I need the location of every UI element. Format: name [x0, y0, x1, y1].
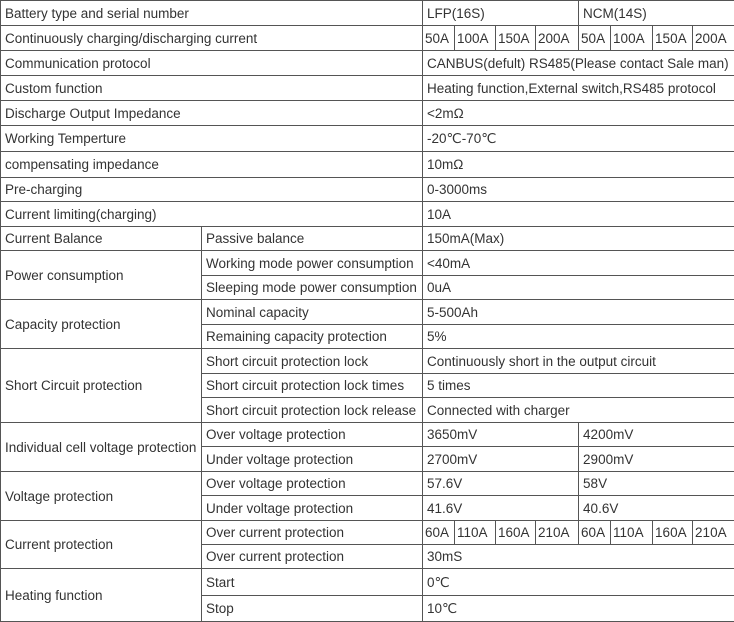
working-temperature-label: Working Temperture — [1, 126, 423, 152]
heating-start-sub-label: Start — [202, 569, 423, 596]
battery-type-lfp: LFP(16S) — [423, 1, 579, 26]
over-current-sub-label: Over current protection — [202, 521, 423, 545]
continuous-current-lfp-value: 150A — [496, 26, 536, 51]
continuous-current-ncm-value: 50A — [579, 26, 611, 51]
table-row-custom-function — [1, 76, 734, 101]
nominal-capacity-value: 5-500Ah — [423, 300, 734, 325]
table-row-battery-type — [1, 1, 734, 26]
working-mode-value: <40mA — [423, 251, 734, 276]
short-circuit-release-value: Connected with charger — [423, 398, 734, 423]
communication-label: Communication protocol — [1, 51, 423, 76]
table-row-compensating-impedance — [1, 152, 734, 178]
cell-under-voltage-ncm: 2900mV — [579, 447, 734, 472]
capacity-protection-label: Capacity protection — [1, 300, 202, 349]
cell-under-voltage-sub-label: Under voltage protection — [202, 447, 423, 472]
continuous-current-ncm-value: 100A — [611, 26, 653, 51]
table-row-working-temperature — [1, 126, 734, 152]
over-current-ncm-value: 160A — [653, 521, 693, 545]
cell-voltage-label: Individual cell voltage protection — [1, 423, 202, 472]
short-circuit-lock-value: Continuously short in the output circuit — [423, 349, 734, 374]
custom-function-label: Custom function — [1, 76, 423, 101]
custom-function-value: Heating function,External switch,RS485 protocol — [423, 76, 734, 101]
over-current-ncm-value: 60A — [579, 521, 611, 545]
heating-function-label: Heating function — [1, 569, 202, 622]
short-circuit-times-sub-label: Short circuit protection lock times — [202, 374, 423, 398]
over-current-ncm-value: 210A — [693, 521, 734, 545]
current-balance-value: 150mA(Max) — [423, 227, 734, 251]
heating-stop-value: 10℃ — [423, 596, 734, 622]
table-row-pre-charging — [1, 178, 734, 202]
short-circuit-label: Short Circuit protection — [1, 349, 202, 423]
table-row-communication — [1, 51, 734, 76]
compensating-impedance-value: 10mΩ — [423, 152, 734, 178]
pack-over-voltage-sub-label: Over voltage protection — [202, 472, 423, 496]
cell-over-voltage-ncm: 4200mV — [579, 423, 734, 447]
communication-value: CANBUS(defult) RS485(Please contact Sale man) — [423, 51, 734, 76]
pack-over-voltage-lfp: 57.6V — [423, 472, 579, 496]
output-impedance-label: Discharge Output Impedance — [1, 101, 423, 126]
short-circuit-lock-sub-label: Short circuit protection lock — [202, 349, 423, 374]
sleeping-mode-value: 0uA — [423, 276, 734, 300]
over-current-ncm-value: 110A — [611, 521, 653, 545]
table-row-output-impedance — [1, 101, 734, 126]
pack-over-voltage-ncm: 58V — [579, 472, 734, 496]
nominal-capacity-sub-label: Nominal capacity — [202, 300, 423, 325]
heating-start-value: 0℃ — [423, 569, 734, 596]
current-protection-label: Current protection — [1, 521, 202, 569]
continuous-current-ncm-value: 200A — [693, 26, 734, 51]
continuous-current-lfp-value: 50A — [423, 26, 455, 51]
pre-charging-label: Pre-charging — [1, 178, 423, 202]
over-current-delay-value: 30mS — [423, 545, 734, 569]
battery-type-ncm: NCM(14S) — [579, 1, 734, 26]
output-impedance-value: <2mΩ — [423, 101, 734, 126]
over-current-delay-sub-label: Over current protection — [202, 545, 423, 569]
heating-stop-sub-label: Stop — [202, 596, 423, 622]
table-row-short-circuit-lock — [1, 349, 734, 374]
cell-over-voltage-sub-label: Over voltage protection — [202, 423, 423, 447]
table-row-current-limiting — [1, 202, 734, 227]
battery-type-label: Battery type and serial number — [1, 1, 423, 26]
over-current-lfp-value: 110A — [455, 521, 496, 545]
voltage-protection-label: Voltage protection — [1, 472, 202, 521]
pre-charging-value: 0-3000ms — [423, 178, 734, 202]
table-row-cell-over-voltage — [1, 423, 734, 447]
short-circuit-times-value: 5 times — [423, 374, 734, 398]
pack-under-voltage-ncm: 40.6V — [579, 496, 734, 521]
remaining-capacity-value: 5% — [423, 325, 734, 349]
compensating-impedance-label: compensating impedance — [1, 152, 423, 178]
table-row-capacity-nominal — [1, 300, 734, 325]
short-circuit-release-sub-label: Short circuit protection lock release — [202, 398, 423, 423]
working-temperature-value: -20℃-70℃ — [423, 126, 734, 152]
table-row-power-consumption-working — [1, 251, 734, 276]
continuous-current-lfp-value: 100A — [455, 26, 496, 51]
table-row-heating-start — [1, 569, 734, 596]
continuous-current-lfp-value: 200A — [536, 26, 579, 51]
continuous-current-label: Continuously charging/discharging current — [1, 26, 423, 51]
current-balance-label: Current Balance — [1, 227, 202, 251]
continuous-current-ncm-value: 150A — [653, 26, 693, 51]
table-row-current-balance — [1, 227, 734, 251]
working-mode-sub-label: Working mode power consumption — [202, 251, 423, 276]
over-current-lfp-value: 210A — [536, 521, 579, 545]
remaining-capacity-sub-label: Remaining capacity protection — [202, 325, 423, 349]
table-row-pack-over-voltage — [1, 472, 734, 496]
table-row-continuous-current — [1, 26, 734, 51]
cell-over-voltage-lfp: 3650mV — [423, 423, 579, 447]
power-consumption-label: Power consumption — [1, 251, 202, 300]
over-current-lfp-value: 60A — [423, 521, 455, 545]
sleeping-mode-sub-label: Sleeping mode power consumption — [202, 276, 423, 300]
table-row-over-current — [1, 521, 734, 545]
cell-under-voltage-lfp: 2700mV — [423, 447, 579, 472]
pack-under-voltage-lfp: 41.6V — [423, 496, 579, 521]
over-current-lfp-value: 160A — [496, 521, 536, 545]
pack-under-voltage-sub-label: Under voltage protection — [202, 496, 423, 521]
current-balance-sub-label: Passive balance — [202, 227, 423, 251]
current-limiting-value: 10A — [423, 202, 734, 227]
current-limiting-label: Current limiting(charging) — [1, 202, 423, 227]
